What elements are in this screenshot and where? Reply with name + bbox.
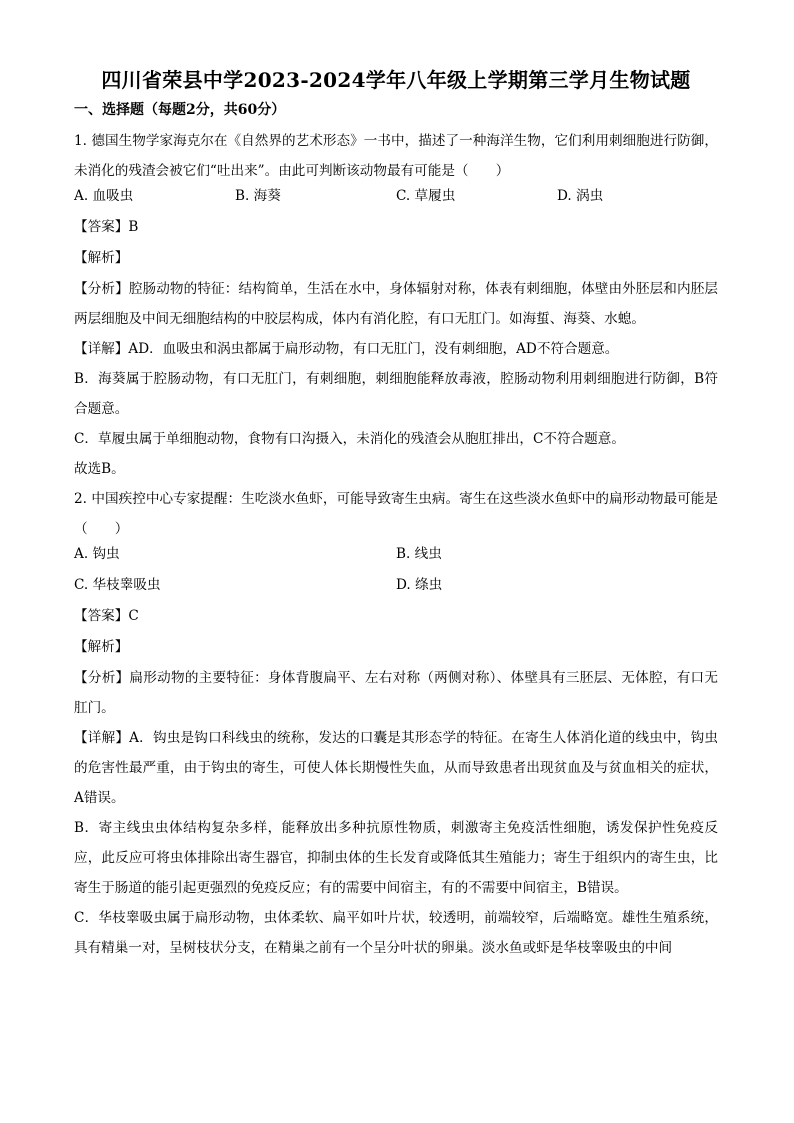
question-1-options: [74, 186, 718, 206]
question-2-options-row-1: [74, 544, 718, 564]
q2-fenxi: 【分析】扁形动物的主要特征：身体背腹扁平、左右对称（两侧对称）、体壁具有三胚层、无体腔，有口无肛门。: [74, 670, 718, 716]
page-title: 四川省荣县中学2023-2024学年八年级上学期第三学月生物试题: [101, 68, 691, 92]
question-2-stem: 2. 中国疾控中心专家提醒：生吃淡水鱼虾，可能导致寄生虫病。寄生在这些淡水鱼虾中的扁形动物最可能是（ ）: [74, 491, 718, 537]
q1-detail-b: B．海葵属于腔肠动物，有口无肛门，有刺细胞，刺细胞能释放毒液，腔肠动物利用刺细胞进行防御，B符合题意。: [74, 371, 718, 417]
q2-detail-c: C．华枝睾吸虫属于扁形动物，虫体柔软、扁平如叶片状，较透明，前端较窄，后端略宽。雄性生殖系统，具有精巢一对，呈树枝状分支，在精巢之前有一个呈分叶状的卵巢。淡水鱼或虾是华枝睾吸虫的中间: [74, 910, 718, 956]
q1-option-a: A. 血吸虫: [74, 188, 134, 204]
q2-option-c: C. 华枝睾吸虫: [74, 577, 161, 593]
q2-xiangjie-a: 【详解】A．钩虫是钩口科线虫的统称，发达的口囊是其形态学的特征。在寄生人体消化道的线虫中，钩虫的危害性最严重，由于钩虫的寄生，可使人体长期慢性失血，从而导致患者出现贫血及与贫血相关的症状，A错误。: [74, 730, 718, 806]
q1-option-b: B. 海葵: [235, 188, 281, 204]
q1-conclusion: 故选B。: [74, 461, 125, 477]
q1-option-d: D. 涡虫: [557, 188, 604, 204]
section-heading: 一、选择题（每题2分，共60分）: [74, 102, 286, 118]
q2-option-a: A. 钩虫: [74, 546, 120, 562]
q2-option-b: B. 线虫: [396, 546, 442, 562]
q1-detail-c: C．草履虫属于单细胞动物，食物有口沟摄入，未消化的残渣会从胞肛排出，C不符合题意。: [74, 431, 625, 447]
q1-option-c: C. 草履虫: [396, 188, 456, 204]
q1-xiangjie-ad: 【详解】AD．血吸虫和涡虫都属于扁形动物，有口无肛门，没有刺细胞，AD不符合题意。: [74, 341, 619, 357]
q1-analysis-label: 【解析】: [74, 250, 129, 266]
question-2-options-row-2: [74, 575, 718, 595]
q2-option-d: D. 绦虫: [396, 577, 443, 593]
q2-answer: 【答案】C: [74, 608, 139, 624]
q2-detail-b: B．寄主线虫虫体结构复杂多样，能释放出多种抗原性物质，刺激寄主免疫活性细胞，诱发保护性免疫反应，此反应可将虫体排除出寄生器官，抑制虫体的生长发育或降低其生殖能力；寄生于组织内的寄生虫，比寄生于肠道的能引起更强烈的免疫反应；有的需要中间宿主，有的不需要中间宿主，B错误。: [74, 820, 718, 896]
q2-analysis-label: 【解析】: [74, 639, 129, 655]
q1-fenxi: 【分析】腔肠动物的特征：结构简单，生活在水中，身体辐射对称，体表有刺细胞，体壁由外胚层和内胚层两层细胞及中间无细胞结构的中胶层构成，体内有消化腔，有口无肛门。如海蜇、海葵、水螅。: [74, 281, 718, 327]
q1-answer: 【答案】B: [74, 219, 139, 235]
question-1-stem: 1. 德国生物学家海克尔在《自然界的艺术形态》一书中，描述了一种海洋生物，它们利用刺细胞进行防御，未消化的残渣会被它们“吐出来”。由此可判断该动物最有可能是（ ）: [74, 133, 718, 179]
